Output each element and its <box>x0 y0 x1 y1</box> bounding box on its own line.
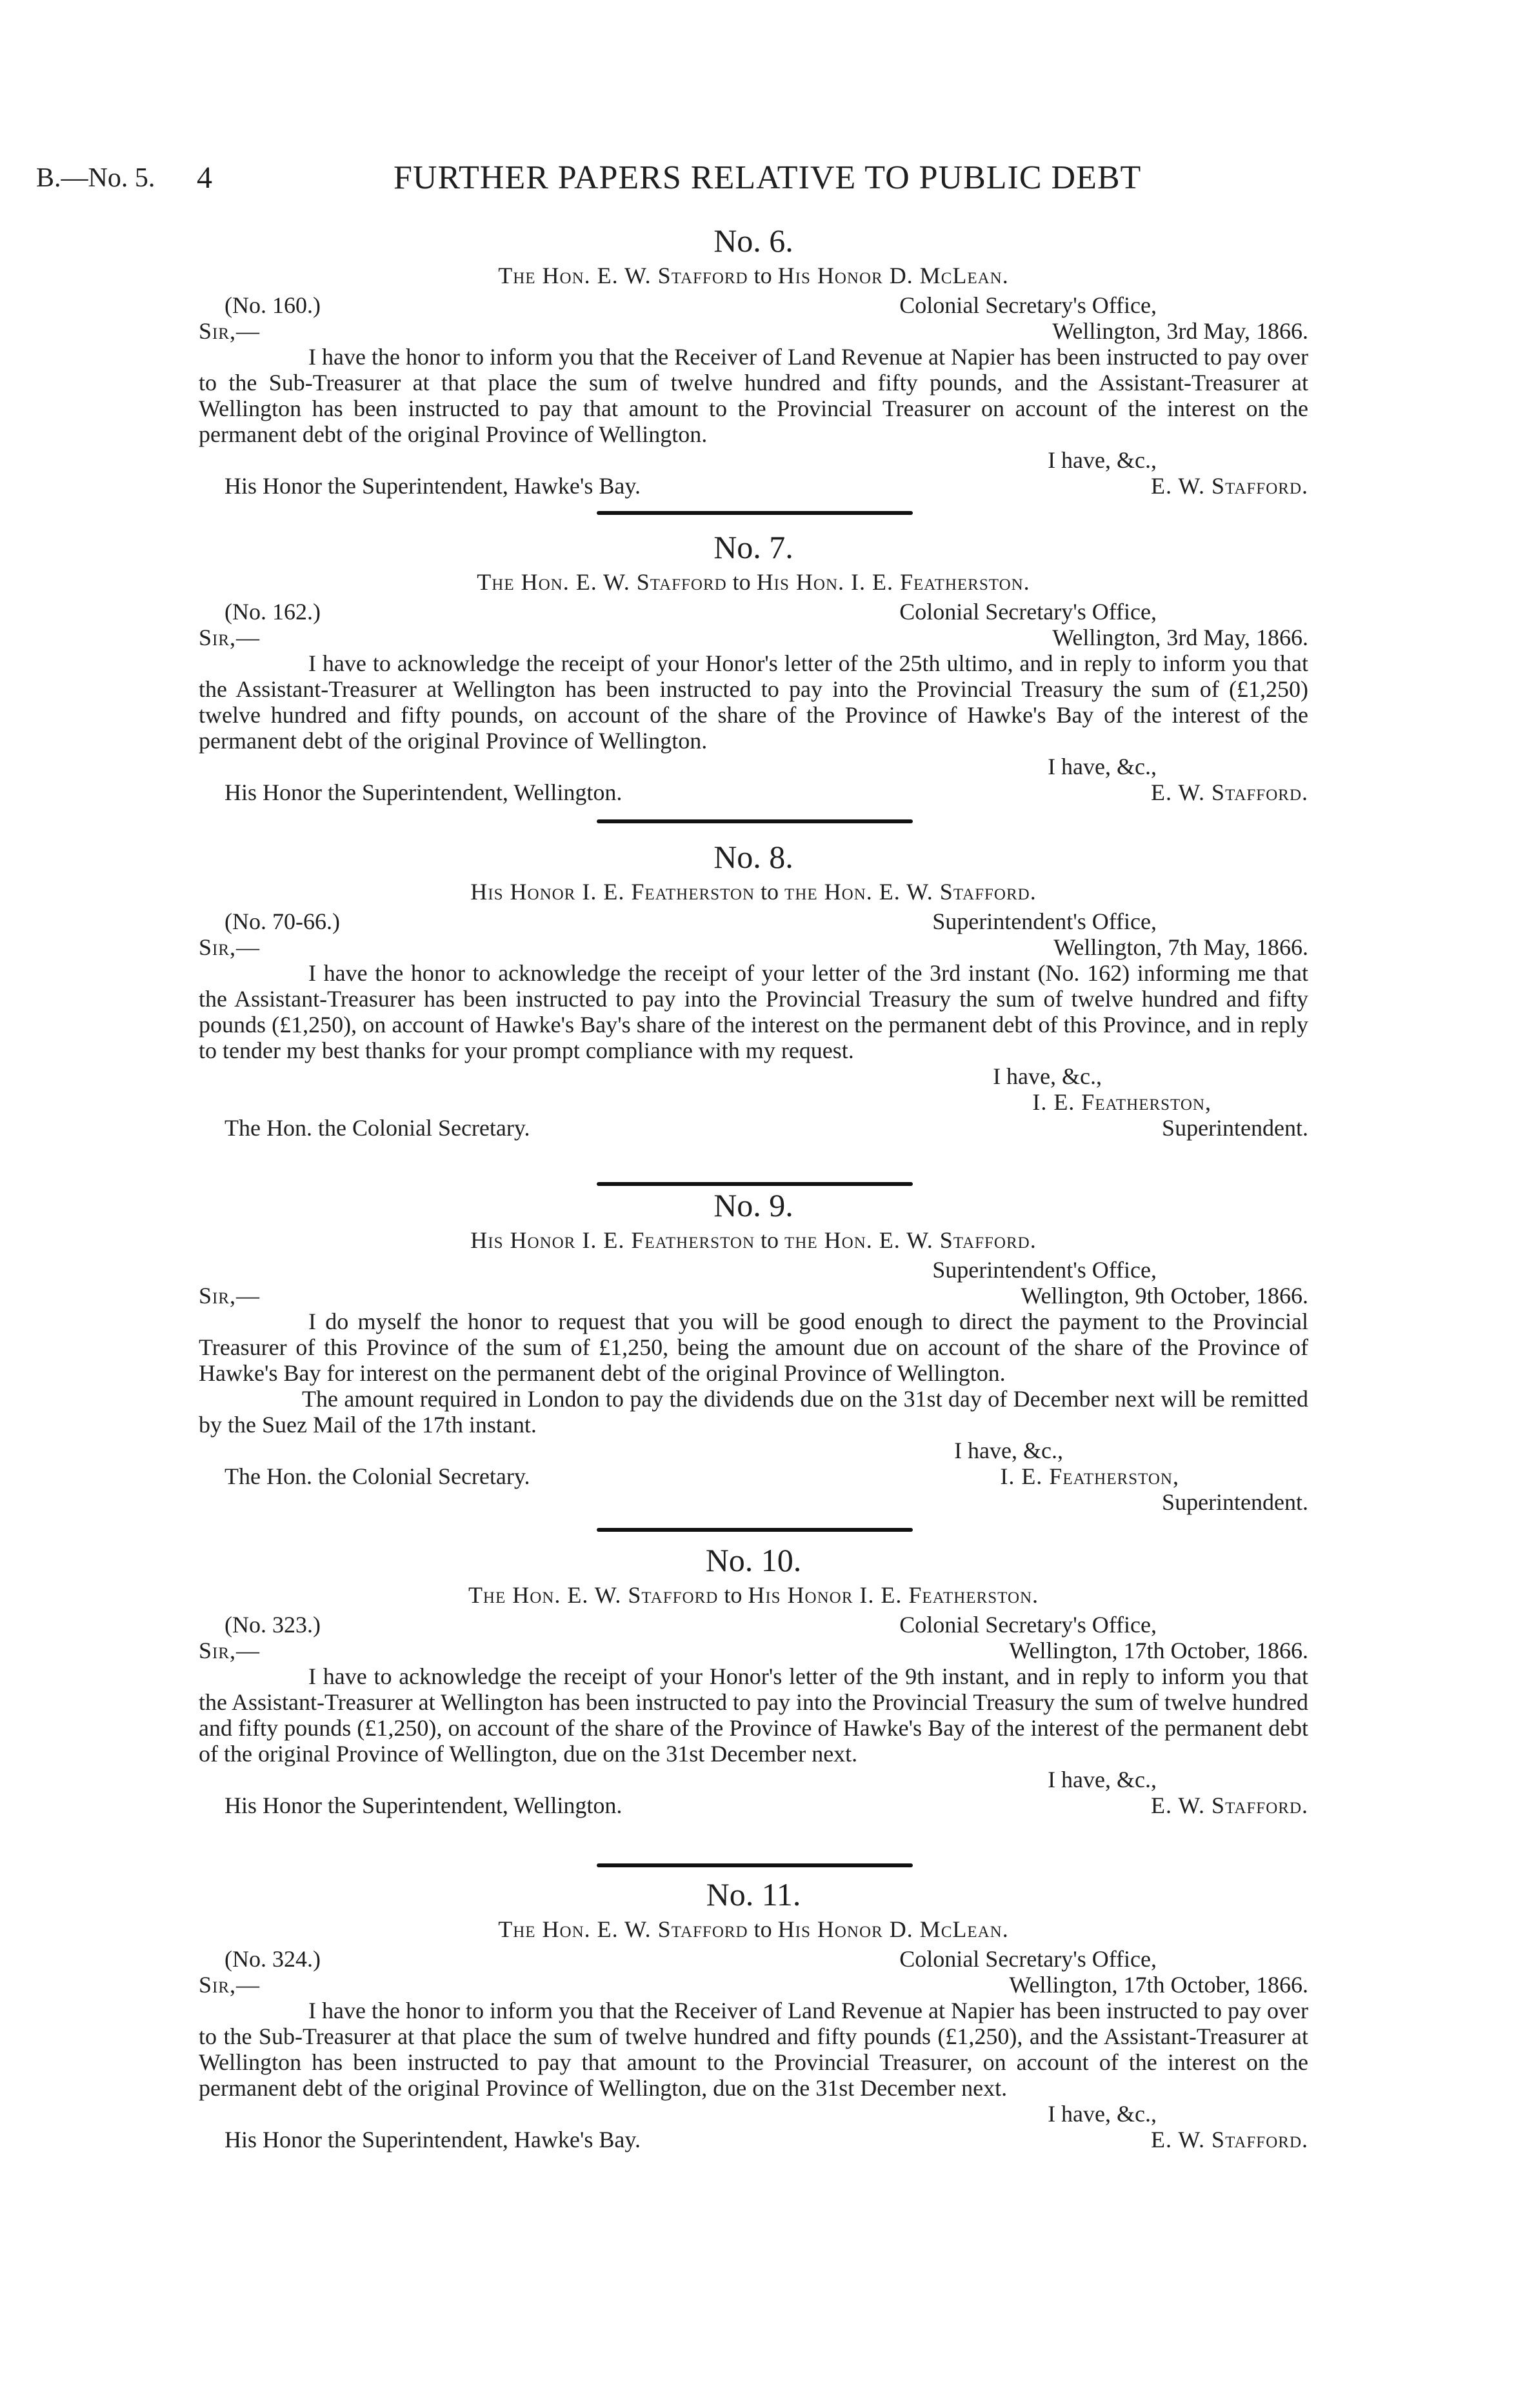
signature-title: Superintendent. <box>1162 1115 1308 1141</box>
addressee: The Hon. the Colonial Secretary. <box>224 1463 530 1489</box>
section-divider <box>597 819 913 823</box>
letter-ref: (No. 160.) <box>224 292 321 318</box>
signature: E. W. Stafford. <box>1151 1792 1308 1818</box>
letter-number: No. 7. <box>713 529 793 565</box>
letter-office: Colonial Secretary's Office, <box>899 292 1157 318</box>
signature: E. W. Stafford. <box>1151 779 1308 805</box>
letter-heading <box>199 263 1308 288</box>
section-divider <box>597 1182 913 1186</box>
addressee: His Honor the Superintendent, Hawke's Bay. <box>224 473 641 499</box>
letter-number: No. 6. <box>713 223 793 259</box>
addressee: His Honor the Superintendent, Wellington. <box>224 1792 623 1818</box>
letter-paragraph: I have to acknowledge the receipt of your Honor's letter of the 9th instant, and in reply to inform you that the Assistant-Treasurer at Wellington has been instructed to pay into the Provincial Treasury the sum of twelve hundred and fifty pounds (£1,250), on account of the share of the Province of Hawke's Bay of the interest of the permanent debt of the original Province of Wellington, due on the 31st December next. <box>199 1663 1308 1767</box>
page-title: FURTHER PAPERS RELATIVE TO PUBLIC DEBT <box>394 159 1142 196</box>
letter-date: Wellington, 3rd May, 1866. <box>1052 318 1308 344</box>
letter-office: Superintendent's Office, <box>932 1257 1157 1283</box>
section-divider <box>597 1528 913 1532</box>
section-divider <box>597 1863 913 1867</box>
letter-no-7 <box>199 529 1308 805</box>
addressee: His Honor the Superintendent, Wellington. <box>224 779 623 805</box>
salutation: Sir,— <box>199 1283 261 1309</box>
letter-from: His Honor I. E. Featherston <box>470 879 755 905</box>
letter-to: His Honor I. E. Featherston. <box>748 1582 1039 1608</box>
letter-paragraph: I have the honor to inform you that the Receiver of Land Revenue at Napier has been instructed to pay over to the Sub-Treasurer at that place the sum of twelve hundred and fifty pounds (£1,250), and the Assistant-Treasurer at Wellington has been instructed to pay that amount to the Provincial Treasurer, on account of the interest on the permanent debt of the original Province of Wellington, due on the 31st December next. <box>199 1998 1308 2101</box>
closing: I have, &c., <box>1048 2101 1157 2127</box>
letter-to: the Hon. E. W. Stafford. <box>784 879 1037 905</box>
letter-join: to <box>753 263 772 288</box>
letter-join: to <box>761 1227 779 1253</box>
page-reference: B.—No. 5. <box>36 163 155 193</box>
closing: I have, &c., <box>1048 1767 1157 1792</box>
signature-title: Superintendent. <box>1162 1489 1308 1515</box>
signature: I. E. Featherston, <box>1032 1089 1212 1115</box>
letter-office: Superintendent's Office, <box>932 908 1157 934</box>
signature: E. W. Stafford. <box>1151 473 1308 499</box>
letter-join: to <box>732 569 751 595</box>
letter-join: to <box>753 1916 772 1942</box>
closing: I have, &c., <box>993 1063 1102 1089</box>
letter-no-10 <box>199 1542 1308 1818</box>
letter-date: Wellington, 17th October, 1866. <box>1009 1972 1308 1998</box>
letter-date: Wellington, 3rd May, 1866. <box>1052 625 1308 650</box>
closing: I have, &c., <box>954 1438 1063 1463</box>
letter-ref: (No. 70-66.) <box>224 908 340 934</box>
letter-paragraph: I have to acknowledge the receipt of your Honor's letter of the 25th ultimo, and in reply to inform you that the Assistant-Treasurer at Wellington has been instructed to pay into the Provincial Treasury the sum of (£1,250) twelve hundred and fifty pounds, on account of the share of the Province of Hawke's Bay of the interest of the permanent debt of the original Province of Wellington. <box>199 650 1308 754</box>
letter-to: His Honor D. McLean. <box>777 263 1009 288</box>
letter-number: No. 8. <box>713 839 793 875</box>
letter-from: The Hon. E. W. Stafford <box>468 1582 719 1608</box>
letter-ref: (No. 162.) <box>224 599 321 625</box>
letter-ref: (No. 323.) <box>224 1612 321 1638</box>
addressee: The Hon. the Colonial Secretary. <box>224 1115 530 1141</box>
addressee: His Honor the Superintendent, Hawke's Bay. <box>224 2127 641 2152</box>
letter-heading <box>199 1582 1308 1608</box>
letter-no-11 <box>199 1876 1308 2152</box>
letter-no-9 <box>199 1187 1308 1515</box>
signature: I. E. Featherston, <box>1000 1463 1179 1489</box>
letter-to: His Honor D. McLean. <box>777 1916 1009 1942</box>
letter-heading <box>199 1227 1308 1253</box>
page-number: 4 <box>197 161 212 195</box>
salutation: Sir,— <box>199 625 261 650</box>
letter-paragraph: I do myself the honor to request that you will be good enough to direct the payment to the Provincial Treasurer of this Province of the sum of £1,250, being the amount due on account of the share of the Province of Hawke's Bay for interest on the permanent debt of the original Province of Wellington. <box>199 1309 1308 1386</box>
salutation: Sir,— <box>199 1972 261 1998</box>
letter-heading <box>199 879 1308 905</box>
letter-heading <box>199 1916 1308 1942</box>
letter-number: No. 9. <box>713 1187 793 1223</box>
letter-date: Wellington, 7th May, 1866. <box>1053 934 1308 960</box>
letter-no-8 <box>199 839 1308 1141</box>
letter-office: Colonial Secretary's Office, <box>899 599 1157 625</box>
letter-from: The Hon. E. W. Stafford <box>498 263 748 288</box>
letter-date: Wellington, 9th October, 1866. <box>1021 1283 1308 1309</box>
section-divider <box>597 511 913 515</box>
closing: I have, &c., <box>1048 754 1157 779</box>
letter-to: the Hon. E. W. Stafford. <box>784 1227 1037 1253</box>
salutation: Sir,— <box>199 318 261 344</box>
letter-number: No. 11. <box>706 1876 801 1912</box>
signature: E. W. Stafford. <box>1151 2127 1308 2152</box>
salutation: Sir,— <box>199 934 261 960</box>
letter-date: Wellington, 17th October, 1866. <box>1009 1638 1308 1663</box>
letter-from: His Honor I. E. Featherston <box>470 1227 755 1253</box>
salutation: Sir,— <box>199 1638 261 1663</box>
letter-paragraph: I have the honor to inform you that the Receiver of Land Revenue at Napier has been instructed to pay over to the Sub-Treasurer at that place the sum of twelve hundred and fifty pounds, and the Assistant-Treasurer at Wellington has been instructed to pay that amount to the Provincial Treasurer on account of the interest on the permanent debt of the original Province of Wellington. <box>199 344 1308 447</box>
letter-paragraph: The amount required in London to pay the dividends due on the 31st day of December next will be remitted by the Suez Mail of the 17th instant. <box>199 1386 1308 1438</box>
letter-no-6 <box>199 223 1308 499</box>
letter-ref: (No. 324.) <box>224 1946 321 1972</box>
letter-join: to <box>761 879 779 905</box>
letter-office: Colonial Secretary's Office, <box>899 1612 1157 1638</box>
letter-from: The Hon. E. W. Stafford <box>498 1916 748 1942</box>
letter-number: No. 10. <box>705 1542 802 1578</box>
letter-paragraph: I have the honor to acknowledge the receipt of your letter of the 3rd instant (No. 162) informing me that the Assistant-Treasurer has been instructed to pay into the Provincial Treasury the sum of twelve hundred and fifty pounds (£1,250), on account of Hawke's Bay's share of the interest on the permanent debt of this Province, and in reply to tender my best thanks for your prompt compliance with my request. <box>199 960 1308 1063</box>
closing: I have, &c., <box>1048 447 1157 473</box>
letter-office: Colonial Secretary's Office, <box>899 1946 1157 1972</box>
letter-from: The Hon. E. W. Stafford <box>477 569 727 595</box>
letter-to: His Hon. I. E. Featherston. <box>756 569 1030 595</box>
letter-join: to <box>724 1582 743 1608</box>
letter-heading <box>199 569 1308 595</box>
